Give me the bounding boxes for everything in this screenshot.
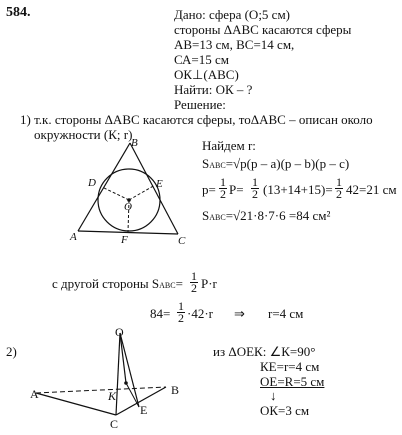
half-numerator-5: 1 (178, 299, 184, 313)
find-r-label: Найдем r: (202, 138, 256, 153)
semiperimeter-result: 42=21 см (346, 182, 397, 197)
from-oek: из ΔОЕК: ∠К=90° (213, 344, 316, 359)
step1-line2: окружности (К; r) (34, 127, 133, 142)
half-numerator-1: 1 (220, 175, 226, 189)
label-c: C (110, 417, 119, 431)
heron-expression: =√p(p – a)(p – b)(p – c) (225, 156, 350, 171)
center-label-o: O (124, 201, 132, 213)
r-result: r=4 см (268, 306, 304, 321)
ke-value: КЕ=r=4 см (260, 359, 320, 374)
segment-ac (36, 393, 116, 415)
down-arrow: ↓ (270, 388, 277, 403)
half-fraction-4 (189, 271, 199, 294)
half-denominator-3: 2 (336, 187, 342, 201)
segment-ok (120, 333, 126, 383)
half-denominator-4: 2 (191, 281, 197, 295)
given-title: Дано: сфера (О;5 см) (174, 7, 291, 22)
area-subscript-2: ABC (209, 213, 226, 222)
given-line4: СА=15 см (174, 52, 229, 67)
eq84-mid: ·42·r (187, 306, 213, 321)
side-bc (130, 143, 178, 234)
half-fraction-2 (250, 177, 260, 200)
label-a: A (30, 387, 39, 401)
given-line5: ОК⊥(АВС) (174, 67, 239, 82)
other-side-label: с другой стороны S (52, 276, 160, 291)
half-numerator-4: 1 (191, 269, 197, 283)
point-label-f: F (121, 234, 128, 246)
oe-value: ОЕ=R=5 см (260, 374, 325, 389)
point-label-e: E (156, 178, 163, 190)
problem-number: 584. (6, 5, 31, 20)
given-line2: стороны ΔАВС касаются сферы (174, 22, 352, 37)
given-line3: АВ=13 см, ВС=14 см, (174, 37, 295, 52)
label-b: B (171, 383, 180, 397)
vertex-label-c: C (178, 235, 186, 247)
half-numerator-2: 1 (252, 175, 258, 189)
half-denominator-2: 2 (252, 187, 258, 201)
radius-od (102, 187, 129, 200)
area-computation: =√21·8·7·6 =84 см² (225, 208, 331, 223)
pr-expression: P·r (201, 276, 217, 291)
area-symbol: S (202, 156, 210, 171)
label-e: E (140, 403, 148, 417)
segment-oc (116, 333, 120, 415)
point-label-d: D (88, 177, 96, 189)
vertex-label-b: B (131, 137, 138, 149)
other-side-eq: = (175, 276, 183, 291)
other-side-subscript: ABC (159, 281, 176, 290)
radius-oe (129, 185, 155, 200)
vertex-label-a: A (70, 231, 77, 243)
step1-line1: 1) т.к. стороны ΔАВС касаются сферы, тоΔАВС – описан около (20, 112, 373, 127)
half-fraction-5 (176, 301, 186, 324)
label-k: K (108, 389, 117, 403)
heron-formula (202, 157, 349, 173)
segment-oe (120, 333, 139, 407)
area-subscript: ABC (209, 161, 226, 170)
area-result (202, 209, 330, 225)
point-k (124, 381, 128, 385)
p-label: p= (202, 182, 216, 197)
half-denominator-1: 2 (220, 187, 226, 201)
eq84-label: 84= (150, 306, 171, 321)
triangle-inscribed-circle-figure (40, 135, 190, 245)
solution-heading: Решение: (174, 97, 226, 112)
half-numerator-3: 1 (336, 175, 342, 189)
area-symbol-2: S (202, 208, 210, 223)
step2-label: 2) (6, 344, 17, 359)
perimeter-label: P= (229, 182, 244, 197)
segment-ke (126, 383, 139, 407)
half-denominator-5: 2 (178, 311, 184, 325)
half-fraction-1 (218, 177, 228, 200)
implies-arrow: ⇒ (234, 306, 245, 321)
sphere-section-figure (14, 325, 184, 435)
label-o: O (115, 325, 124, 339)
segment-ab (36, 387, 166, 393)
half-fraction-3 (334, 177, 344, 200)
find-text: Найти: ОК – ? (174, 82, 253, 97)
other-side-text (52, 277, 183, 293)
perimeter-sum: (13+14+15)= (263, 182, 333, 197)
ok-result: ОК=3 см (260, 403, 310, 418)
